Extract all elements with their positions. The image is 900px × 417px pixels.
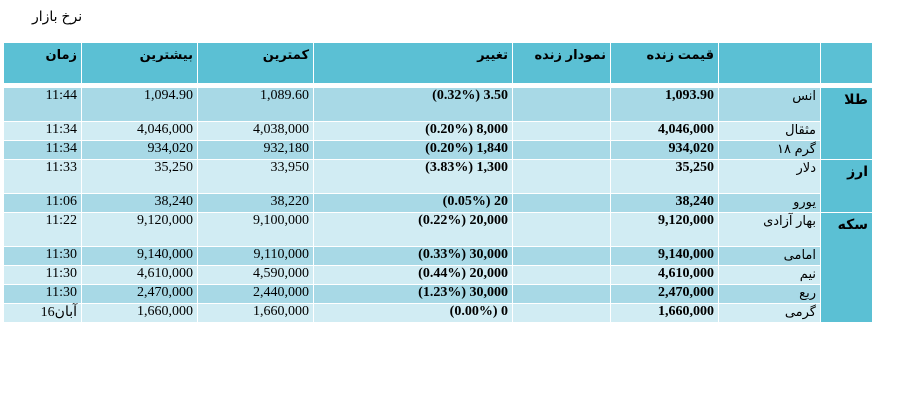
time-cell: 11:30: [4, 285, 82, 304]
header-live-chart: نمودار زنده: [513, 43, 611, 84]
live-chart-cell: [513, 213, 611, 247]
table-row: [4, 88, 873, 122]
high-cell: 9,120,000: [82, 213, 198, 247]
header-live-price: قیمت زنده: [611, 43, 719, 84]
table-row: [4, 122, 873, 141]
price-cell: 9,140,000: [611, 247, 719, 266]
price-cell: 4,610,000: [611, 266, 719, 285]
low-cell: 4,038,000: [198, 122, 314, 141]
low-cell: 1,089.60: [198, 88, 314, 122]
low-cell: 4,590,000: [198, 266, 314, 285]
time-cell: 16آبان: [4, 304, 82, 323]
live-chart-cell: [513, 88, 611, 122]
change-cell: (0.44%) 20,000: [314, 266, 513, 285]
price-cell: 38,240: [611, 194, 719, 213]
table-row: [4, 304, 873, 323]
group-label-gold: طلا: [821, 88, 873, 160]
change-cell: (3.83%) 1,300: [314, 160, 513, 194]
live-chart-cell: [513, 247, 611, 266]
table-row: [4, 213, 873, 247]
live-chart-cell: [513, 266, 611, 285]
item-name: نیم: [719, 266, 821, 285]
high-cell: 35,250: [82, 160, 198, 194]
low-cell: 38,220: [198, 194, 314, 213]
change-cell: (0.32%) 3.50: [314, 88, 513, 122]
low-cell: 33,950: [198, 160, 314, 194]
table-row: [4, 141, 873, 160]
header-high: بیشترین: [82, 43, 198, 84]
low-cell: 1,660,000: [198, 304, 314, 323]
page-title: نرخ بازار: [32, 8, 83, 24]
high-cell: 4,610,000: [82, 266, 198, 285]
high-cell: 934,020: [82, 141, 198, 160]
time-cell: 11:30: [4, 247, 82, 266]
high-cell: 38,240: [82, 194, 198, 213]
price-cell: 934,020: [611, 141, 719, 160]
item-name: بهار آزادی: [719, 213, 821, 247]
item-name: انس: [719, 88, 821, 122]
table-row: [4, 194, 873, 213]
time-cell: 11:44: [4, 88, 82, 122]
table-row: [4, 247, 873, 266]
item-name: یورو: [719, 194, 821, 213]
change-cell: (0.20%) 8,000: [314, 122, 513, 141]
item-name: دلار: [719, 160, 821, 194]
time-cell: 11:30: [4, 266, 82, 285]
low-cell: 9,110,000: [198, 247, 314, 266]
item-name: گرمی: [719, 304, 821, 323]
change-cell: (0.00%) 0: [314, 304, 513, 323]
price-cell: 35,250: [611, 160, 719, 194]
table-row: [4, 266, 873, 285]
item-name: مثقال: [719, 122, 821, 141]
group-label-coins: سکه: [821, 213, 873, 323]
time-cell: 11:33: [4, 160, 82, 194]
low-cell: 932,180: [198, 141, 314, 160]
price-cell: 1,093.90: [611, 88, 719, 122]
price-cell: 4,046,000: [611, 122, 719, 141]
live-chart-cell: [513, 122, 611, 141]
live-chart-cell: [513, 304, 611, 323]
high-cell: 4,046,000: [82, 122, 198, 141]
change-cell: (0.05%) 20: [314, 194, 513, 213]
price-cell: 2,470,000: [611, 285, 719, 304]
high-cell: 1,660,000: [82, 304, 198, 323]
change-cell: (0.33%) 30,000: [314, 247, 513, 266]
header-row: [4, 43, 873, 84]
high-cell: 2,470,000: [82, 285, 198, 304]
item-name: ربع: [719, 285, 821, 304]
low-cell: 9,100,000: [198, 213, 314, 247]
live-chart-cell: [513, 160, 611, 194]
header-change: تغییر: [314, 43, 513, 84]
market-rates-table: [3, 42, 873, 323]
header-time: زمان: [4, 43, 82, 84]
price-cell: 1,660,000: [611, 304, 719, 323]
time-cell: 11:22: [4, 213, 82, 247]
header-group: [821, 43, 873, 84]
table-row: [4, 285, 873, 304]
high-cell: 9,140,000: [82, 247, 198, 266]
low-cell: 2,440,000: [198, 285, 314, 304]
time-cell: 11:34: [4, 141, 82, 160]
high-cell: 1,094.90: [82, 88, 198, 122]
price-cell: 9,120,000: [611, 213, 719, 247]
change-cell: (1.23%) 30,000: [314, 285, 513, 304]
item-name: گرم ۱۸: [719, 141, 821, 160]
change-cell: (0.22%) 20,000: [314, 213, 513, 247]
table-row: [4, 160, 873, 194]
header-low: کمترین: [198, 43, 314, 84]
time-cell: 11:34: [4, 122, 82, 141]
header-item: [719, 43, 821, 84]
live-chart-cell: [513, 285, 611, 304]
time-cell: 11:06: [4, 194, 82, 213]
item-name: امامی: [719, 247, 821, 266]
group-label-currency: ارز: [821, 160, 873, 213]
live-chart-cell: [513, 194, 611, 213]
live-chart-cell: [513, 141, 611, 160]
change-cell: (0.20%) 1,840: [314, 141, 513, 160]
